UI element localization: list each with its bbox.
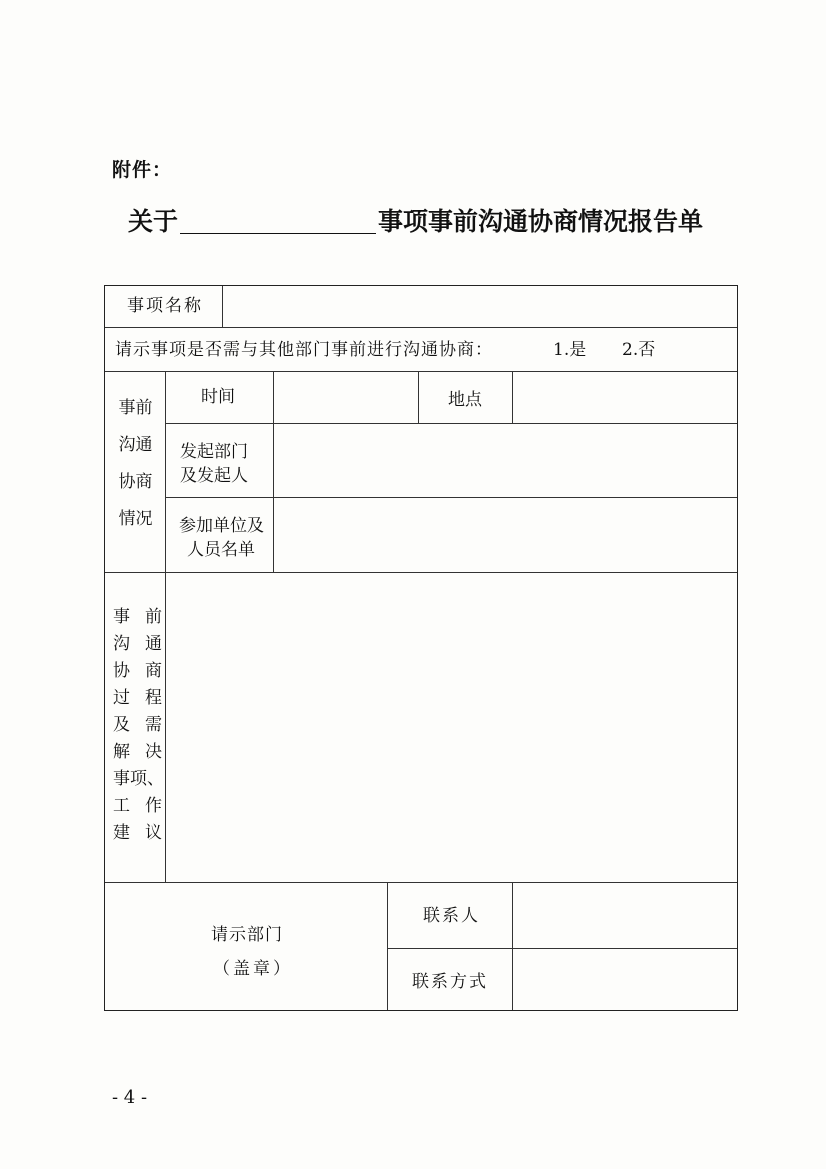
- requesting-dept-label: 请示部门: [211, 925, 283, 945]
- time-field[interactable]: [274, 372, 418, 423]
- initiator-field[interactable]: [274, 424, 736, 497]
- title-suffix: 事项事前沟通协商情况报告单: [378, 207, 704, 236]
- attachment-label: 附件：: [112, 159, 173, 181]
- consult-question: 请示事项是否需与其他部门事前进行沟通协商：: [115, 340, 493, 360]
- contact-method-label: 联系方式: [412, 972, 488, 992]
- row-divider: [105, 327, 737, 328]
- contact-person-label: 联系人: [423, 906, 480, 926]
- title-prefix: 关于: [128, 207, 179, 236]
- item-name-field[interactable]: [223, 287, 736, 326]
- option-yes[interactable]: 1.是: [553, 340, 587, 360]
- contact-method-field[interactable]: [513, 949, 736, 1010]
- initiator-label: 发起部门 及发起人: [180, 442, 248, 486]
- process-field[interactable]: [166, 573, 736, 882]
- report-form: [104, 285, 738, 1011]
- col-divider: [387, 882, 388, 1010]
- participants-field[interactable]: [274, 498, 736, 572]
- item-name-label: 事项名称: [127, 296, 203, 316]
- title-blank-line: [180, 233, 376, 234]
- participants-label: 参加单位及 人员名单: [179, 516, 264, 560]
- process-label: 事前 沟通 协商 过程 及需 解决 事项、 工作 建议: [113, 607, 177, 843]
- page-number: - 4 -: [112, 1087, 148, 1108]
- option-no[interactable]: 2.否: [622, 340, 656, 360]
- col-divider: [418, 371, 419, 423]
- time-label: 时间: [201, 387, 235, 407]
- place-label: 地点: [448, 390, 482, 410]
- place-field[interactable]: [513, 372, 736, 423]
- form-title: [128, 202, 728, 238]
- seal-label: （盖章）: [213, 959, 293, 979]
- section-label: 事前 沟通 协商 情况: [118, 398, 153, 529]
- contact-person-field[interactable]: [513, 883, 736, 948]
